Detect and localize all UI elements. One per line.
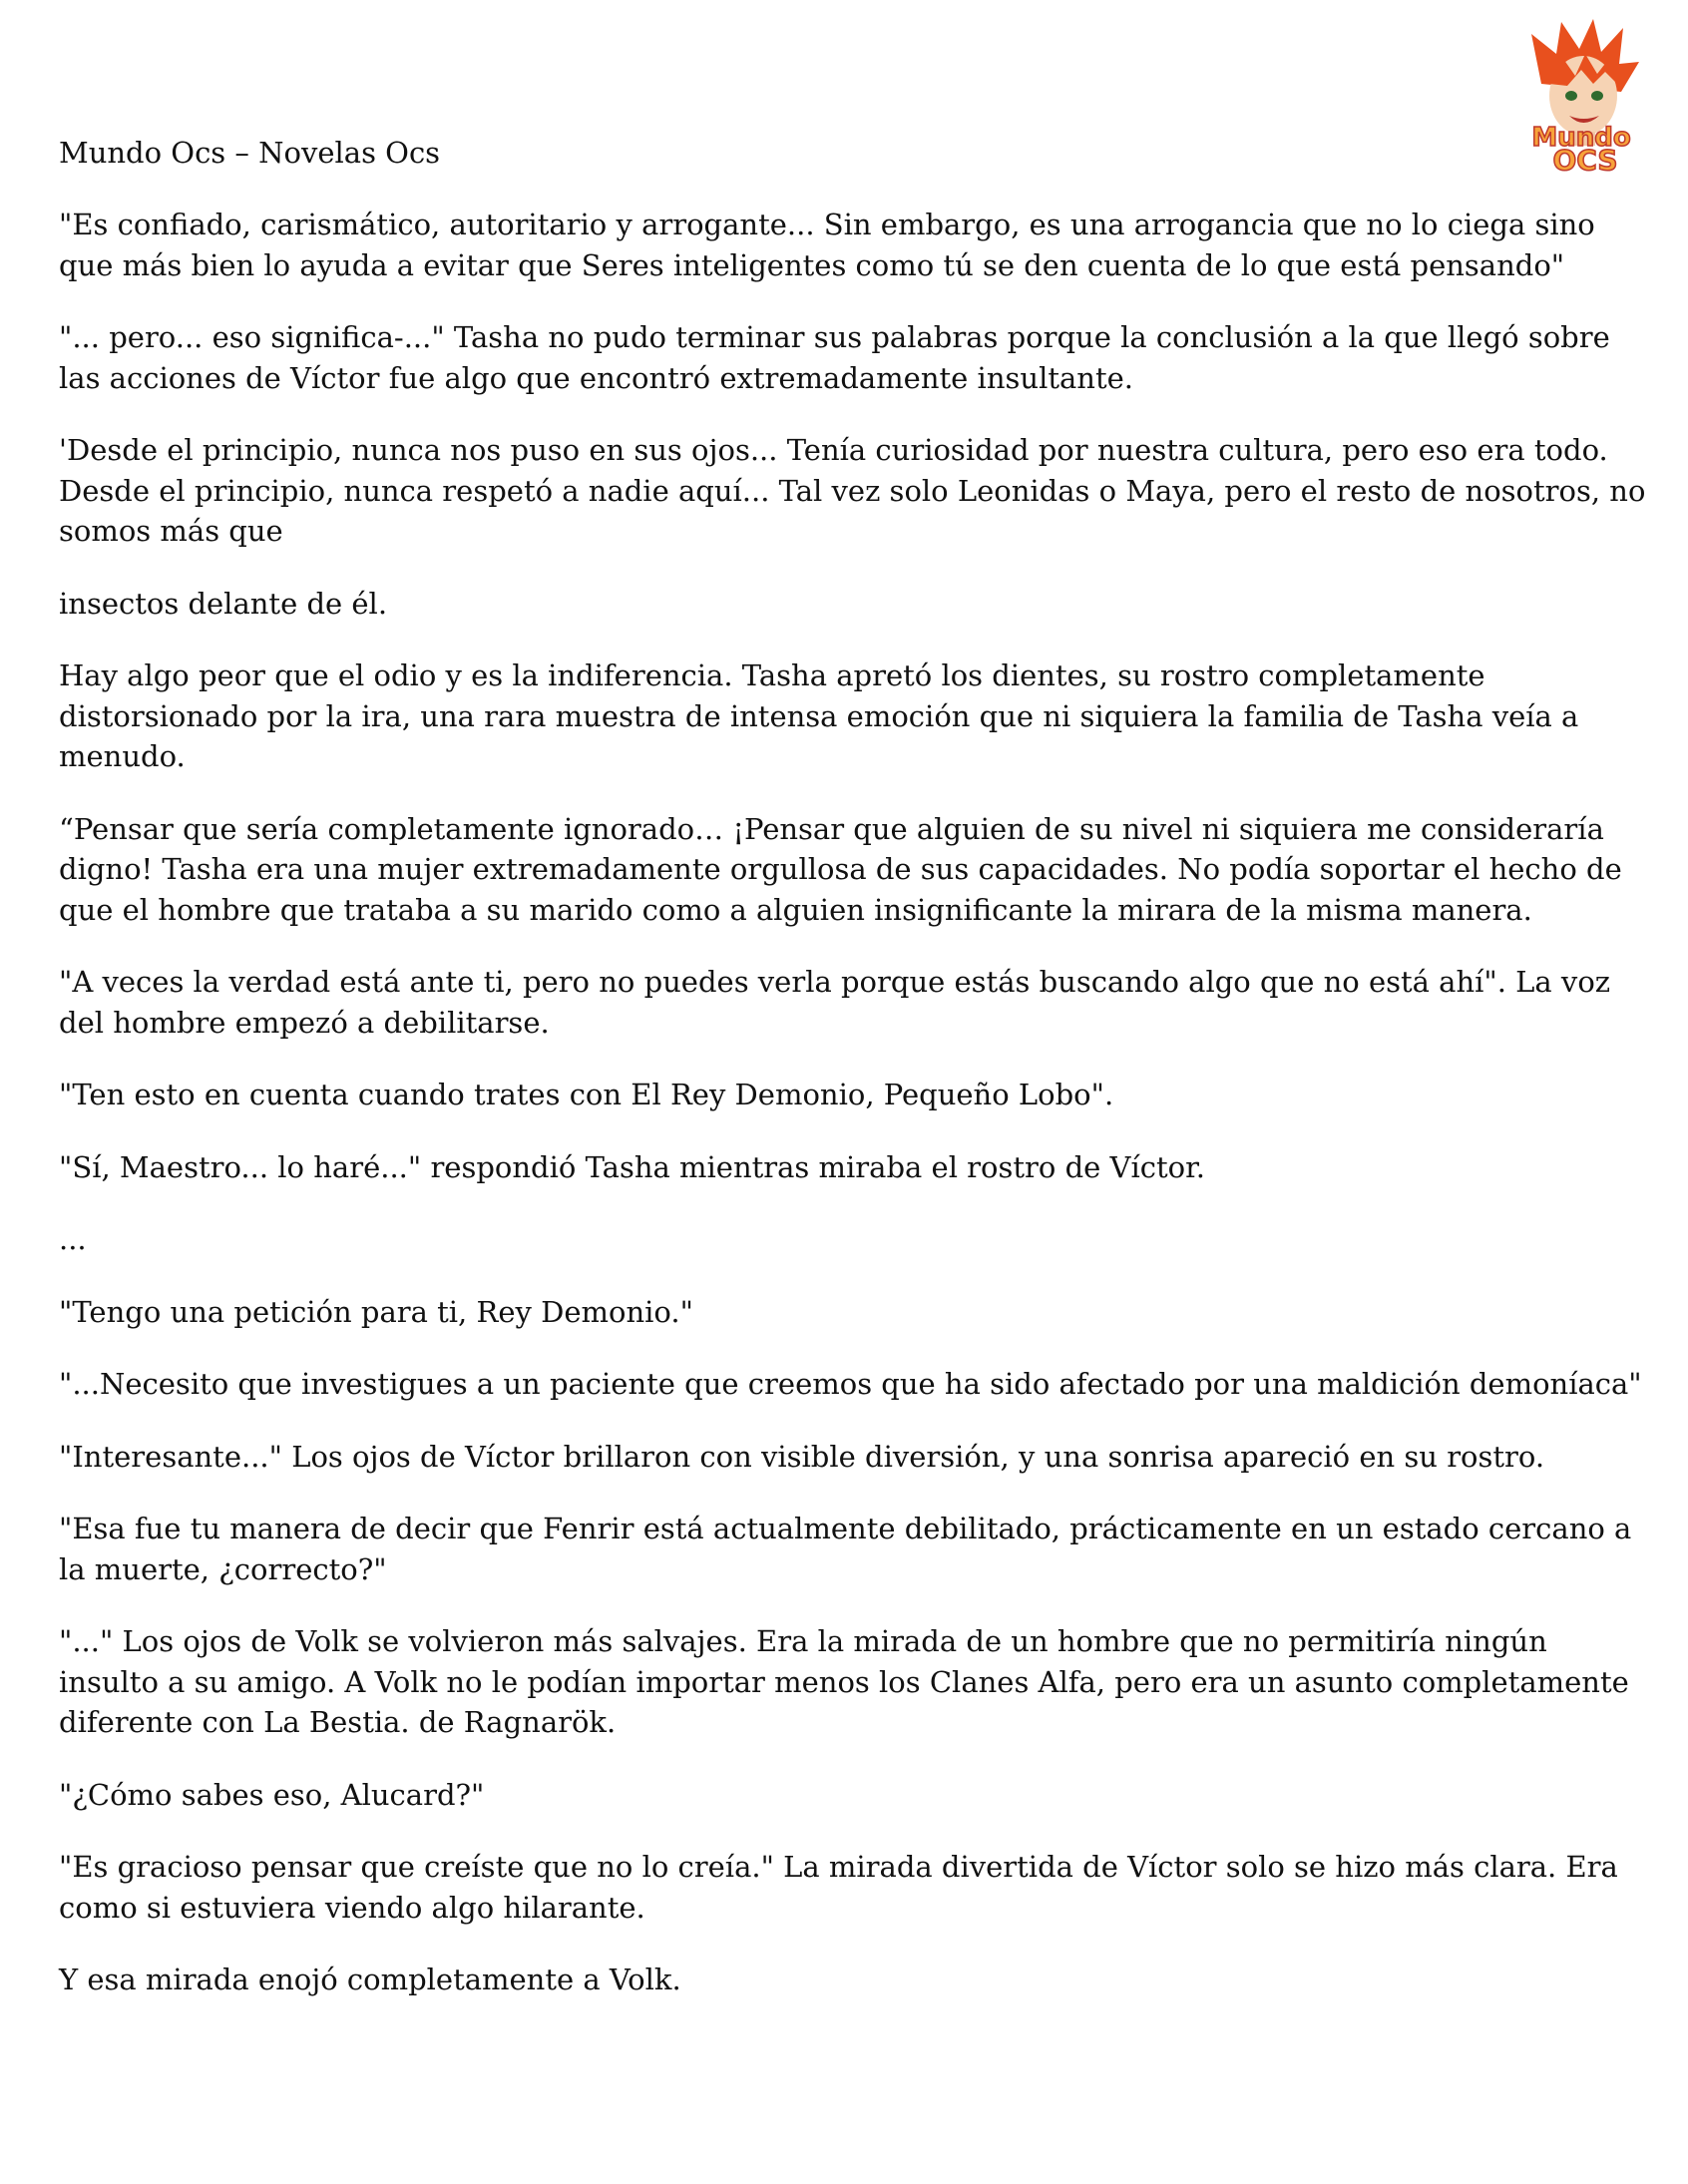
paragraph: 'Desde el principio, nunca nos puso en sus ojos... Tenía curiosidad por nuestra cultura, pero eso era todo. Desde el principio, nunca respetó a nadie aquí... Tal vez solo Leonidas o Maya, pero el resto de nosotros, no somos más que xyxy=(59,433,1646,548)
logo-text-line2: OCS xyxy=(1552,144,1618,174)
paragraph: "...Necesito que investigues a un paciente que creemos que ha sido afectado por una maldición demoníaca" xyxy=(59,1367,1642,1401)
paragraph: "Es gracioso pensar que creíste que no lo creía." La mirada divertida de Víctor solo se hizo más clara. Era como si estuviera viendo algo hilarante. xyxy=(59,1850,1618,1925)
paragraph: "..." Los ojos de Volk se volvieron más salvajes. Era la mirada de un hombre que no permitiría ningún insulto a su amigo. A Volk no le podían importar menos los Clanes Alfa, pero era un asunto completamente diferente con La Bestia. de Ragnarök. xyxy=(59,1624,1629,1739)
paragraph: "Interesante..." Los ojos de Víctor brillaron con visible diversión, y una sonrisa apareció en su rostro. xyxy=(59,1439,1545,1474)
paragraph: "Es confiado, carismático, autoritario y arrogante... Sin embargo, es una arrogancia que no lo ciega sino que más bien lo ayuda a evitar que Seres inteligentes como tú se den cuenta de lo que está pensando" xyxy=(59,208,1595,282)
mundo-ocs-logo xyxy=(1501,14,1661,174)
logo-text-line1: Mundo xyxy=(1531,123,1631,153)
paragraph: "Esa fue tu manera de decir que Fenrir está actualmente debilitado, prácticamente en un estado cercano a la muerte, ¿correcto?" xyxy=(59,1512,1632,1586)
page-header: Mundo Ocs – Novelas Ocs xyxy=(59,136,441,170)
paragraph: ... xyxy=(59,1222,87,1256)
paragraph: "Ten esto en cuenta cuando trates con El Rey Demonio, Pequeño Lobo". xyxy=(59,1078,1114,1111)
paragraph: insectos delante de él. xyxy=(59,586,388,621)
paragraph: "... pero... eso significa-..." Tasha no pudo terminar sus palabras porque la conclusión a la que llegó sobre las acciones de Víctor fue algo que encontró extremadamente insultante. xyxy=(59,320,1610,395)
logo-graphic xyxy=(1501,14,1661,174)
paragraph: "Tengo una petición para ti, Rey Demonio." xyxy=(59,1294,693,1329)
story-body xyxy=(59,205,1655,2032)
paragraph: Y esa mirada enojó completamente a Volk. xyxy=(59,1963,681,1996)
paragraph: "¿Cómo sabes eso, Alucard?" xyxy=(59,1777,485,1812)
paragraph: "Sí, Maestro... lo haré..." respondió Tasha mientras miraba el rostro de Víctor. xyxy=(59,1149,1205,1184)
paragraph: “Pensar que sería completamente ignorado… ¡Pensar que alguien de su nivel ni siquiera me consideraría digno! Tasha era una mujer extremadamente orgullosa de sus capacidades. No podía soportar el hecho de que el hombre que trataba a su marido como a alguien insignificante la mirara de la misma manera. xyxy=(59,811,1622,927)
paragraph: "A veces la verdad está ante ti, pero no puedes verla porque estás buscando algo que no está ahí". La voz del hombre empezó a debilitarse. xyxy=(59,965,1611,1040)
logo-eye-right xyxy=(1591,91,1603,101)
paragraph: Hay algo peor que el odio y es la indiferencia. Tasha apretó los dientes, su rostro completamente distorsionado por la ira, una rara muestra de intensa emoción que ni siquiera la familia de Tasha veía a menudo. xyxy=(59,658,1579,773)
logo-eye-left xyxy=(1565,91,1577,101)
